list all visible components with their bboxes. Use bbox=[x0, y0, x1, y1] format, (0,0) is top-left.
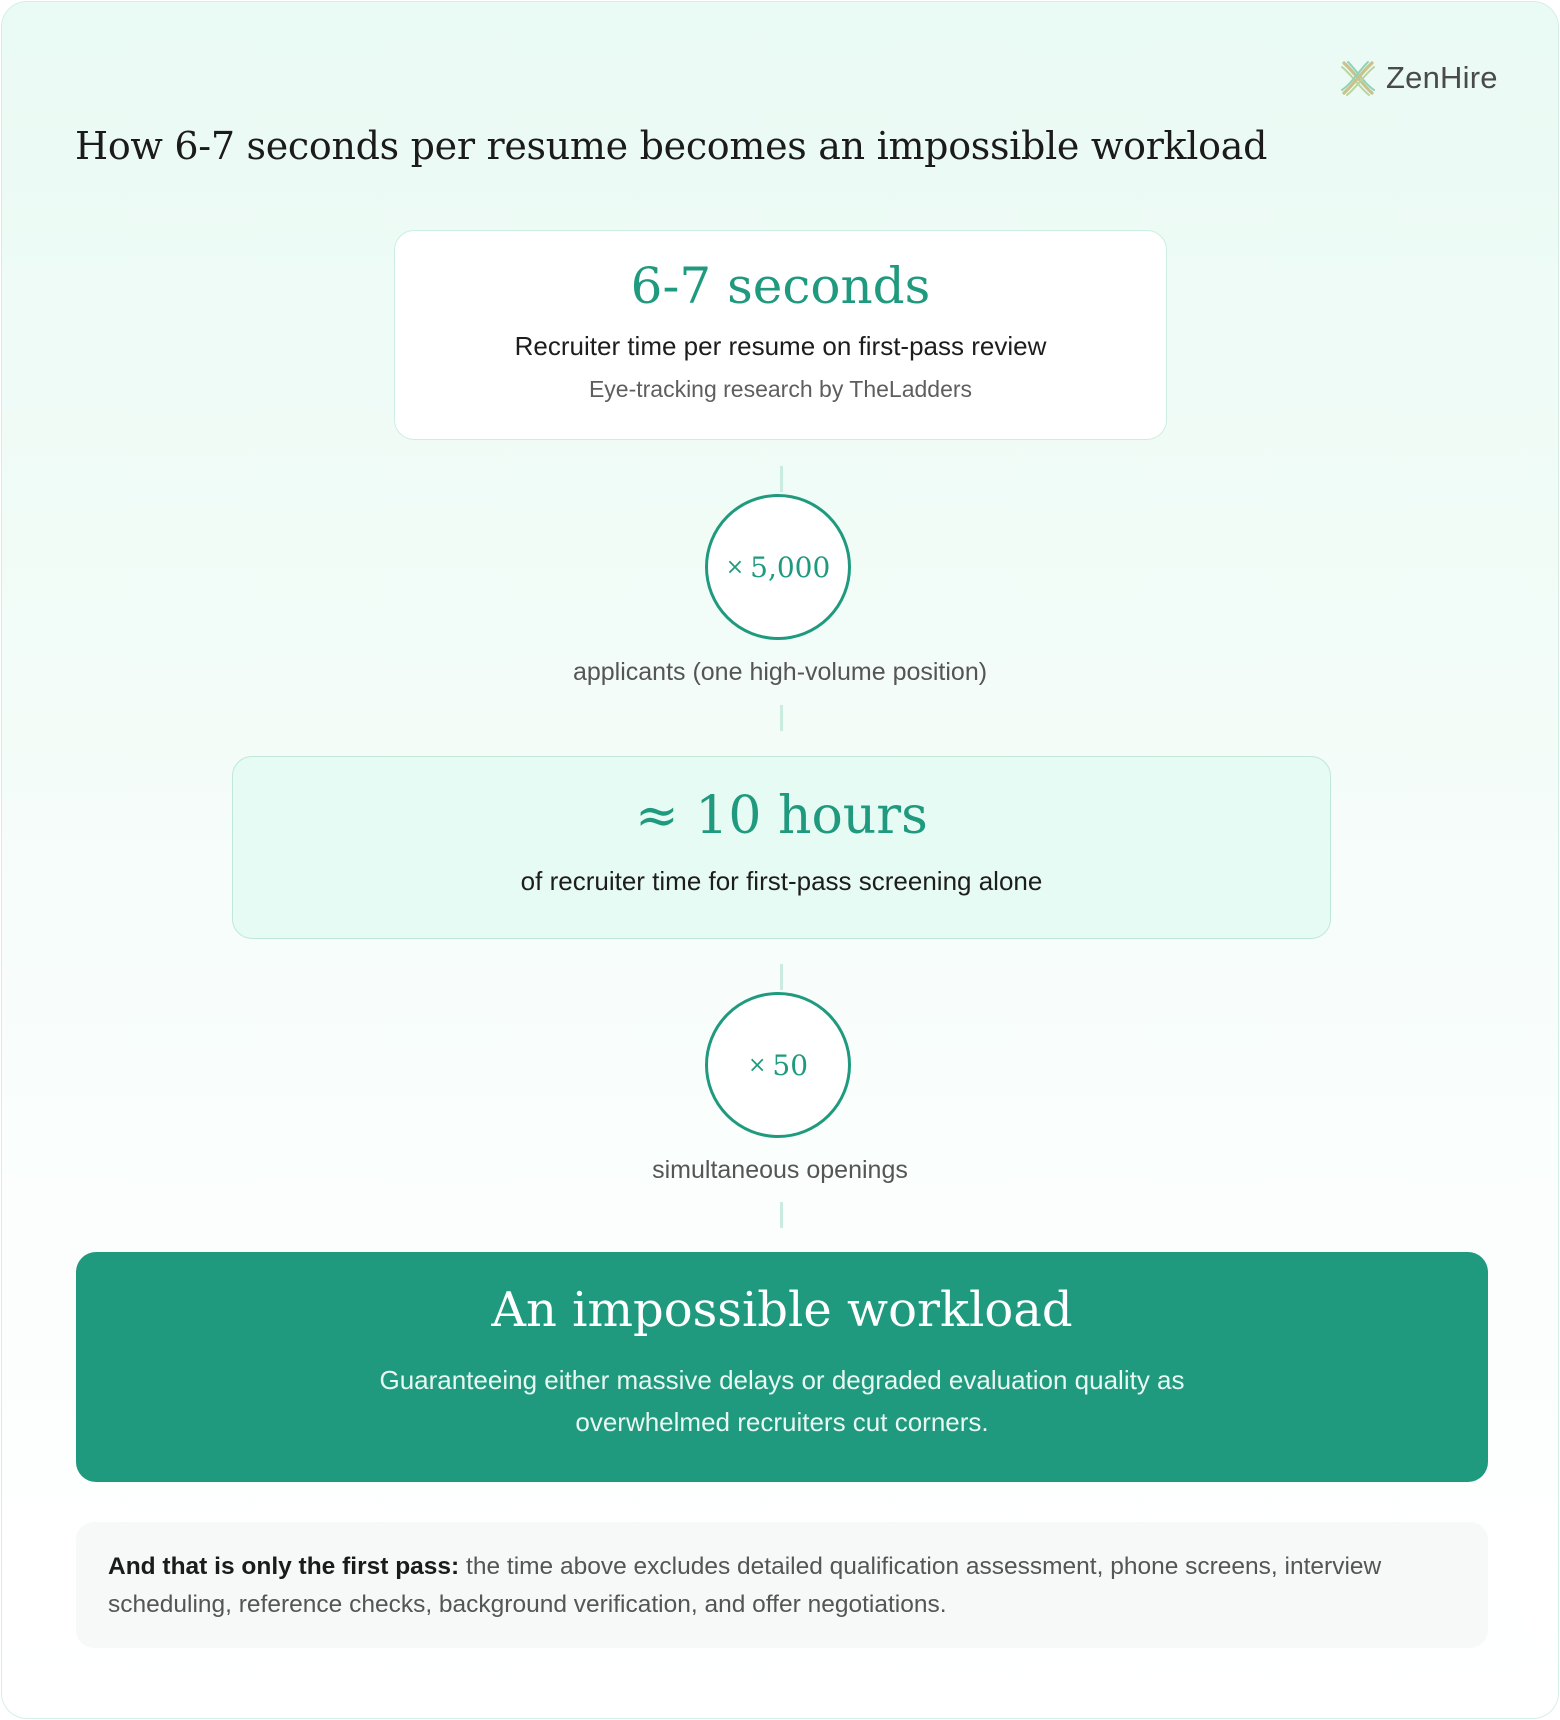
total-hours-description: of recruiter time for first-pass screening alone bbox=[520, 866, 1043, 896]
conclusion-description: Guaranteeing either massive delays or degraded evaluation quality as overwhelmed recruiters cut corners. bbox=[379, 1364, 1185, 1437]
connector-line bbox=[780, 705, 783, 731]
openings-multiplier-value: 50 bbox=[772, 1048, 809, 1082]
conclusion-box bbox=[76, 1252, 1488, 1482]
footnote-text: the time above excludes detailed qualification assessment, phone screens, interview scheduling, reference checks, background verification, and offer negotiations. bbox=[108, 1553, 1382, 1618]
applicants-multiplier-value: 5,000 bbox=[750, 550, 831, 584]
time-per-resume-source: Eye-tracking research by TheLadders bbox=[588, 376, 973, 402]
total-hours-box bbox=[232, 756, 1331, 939]
applicants-caption: applicants (one high-volume position) bbox=[572, 658, 988, 686]
applicants-multiplier-circle bbox=[705, 494, 851, 640]
time-per-resume-value: 6-7 seconds bbox=[630, 257, 931, 315]
conclusion-title: An impossible workload bbox=[491, 1282, 1073, 1338]
page-title: How 6-7 seconds per resume becomes an impossible workload bbox=[75, 124, 1268, 168]
openings-caption: simultaneous openings bbox=[652, 1156, 908, 1184]
connector-line bbox=[780, 1202, 783, 1228]
openings-multiplier-circle bbox=[705, 992, 851, 1138]
time-per-resume-description: Recruiter time per resume on first-pass review bbox=[514, 331, 1047, 361]
connector-line bbox=[780, 964, 783, 990]
footnote-lead: And that is only the first pass: bbox=[108, 1553, 460, 1580]
brand-name: ZenHire bbox=[1386, 60, 1498, 95]
connector-line bbox=[780, 466, 783, 492]
infographic-card bbox=[1, 1, 1559, 1719]
brand-logo bbox=[1338, 58, 1498, 98]
time-per-resume-box bbox=[394, 230, 1167, 440]
multiply-icon: × bbox=[725, 554, 745, 580]
footnote-box bbox=[76, 1522, 1488, 1648]
multiply-icon: × bbox=[747, 1052, 767, 1078]
total-hours-value: ≈ 10 hours bbox=[635, 786, 928, 846]
zenhire-x-icon bbox=[1338, 58, 1378, 98]
